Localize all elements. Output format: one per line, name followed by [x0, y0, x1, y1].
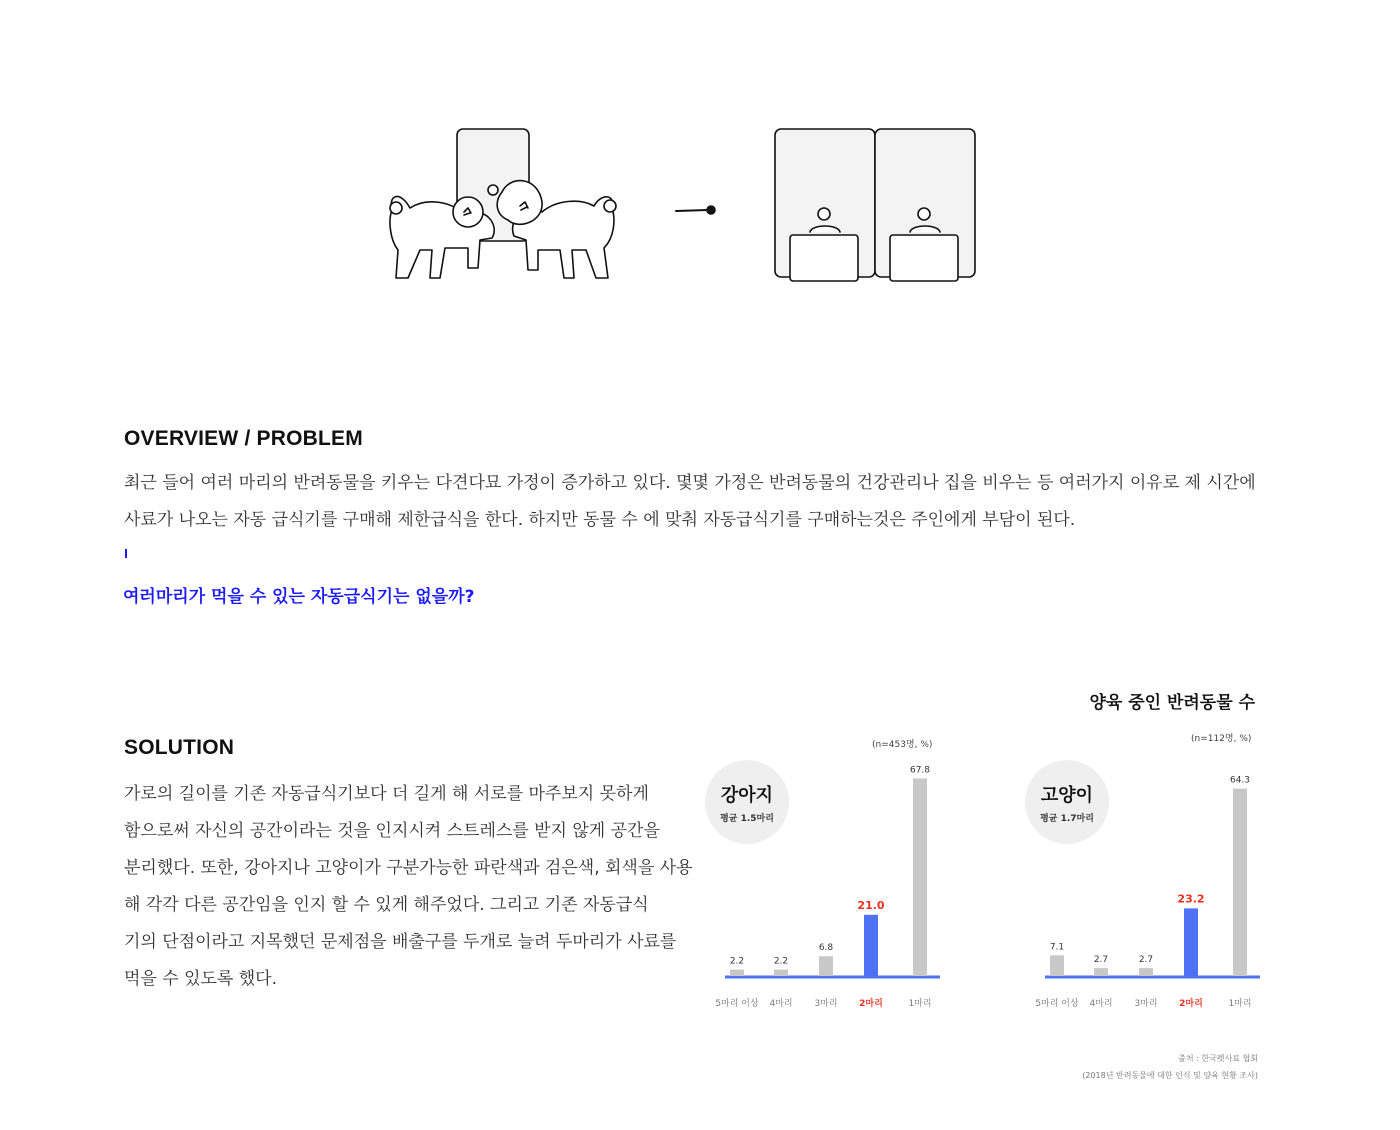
dog-bar-chart: [700, 750, 950, 1020]
overview-body: [124, 465, 1284, 539]
source-line-2: (2018년 반려동물에 대한 인식 및 양육 현황 조사): [1082, 1071, 1258, 1080]
dog-badge-label: 강아지: [720, 784, 774, 806]
dog-category-label-3: 3마리: [814, 999, 838, 1009]
dog-value-label-4: 21.0: [857, 898, 885, 912]
dog-value-label-2: 2.2: [773, 956, 789, 967]
cat-category-label-1: 5마리 이상: [1035, 999, 1079, 1009]
dog-value-label-5: 67.8: [909, 765, 931, 776]
cat-bar-chart: [1020, 750, 1270, 1020]
cat-badge-average: 평균 1.7마리: [1040, 813, 1094, 824]
solution-line-3: 분리했다. 또한, 강아지나 고양이가 구분가능한 파란색과 검은색, 회색을 사용: [124, 858, 693, 878]
dog-bar-4: [864, 915, 878, 976]
solution-heading: SOLUTION: [124, 736, 235, 759]
cat-value-label-4: 23.2: [1177, 892, 1205, 906]
dog-category-label-5: 1마리: [908, 999, 932, 1009]
cat-value-label-5: 64.3: [1229, 775, 1251, 786]
chart-section-title: 양육 중인 반려동물 수: [1089, 693, 1255, 713]
accent-marker: [125, 549, 127, 558]
cat-sample-note: (n=112명, %): [1191, 734, 1252, 744]
cat-category-label-4: 2마리: [1179, 999, 1203, 1009]
solution-body: [124, 776, 693, 998]
dog-bar-2: [774, 970, 788, 976]
cat-bar-3: [1139, 968, 1153, 976]
key-question: 여러마리가 먹을 수 있는 자동급식기는 없을까?: [123, 587, 475, 607]
solution-line-5: 기의 단점이라고 지목했던 문제점을 배출구를 두개로 늘려 두마리가 사료를: [124, 932, 677, 952]
dog-category-label-2: 4마리: [769, 999, 793, 1009]
dog-bar-1: [730, 970, 744, 976]
cat-category-label-3: 3마리: [1134, 999, 1158, 1009]
dog-value-label-3: 6.8: [818, 943, 834, 954]
solution-line-1: 가로의 길이를 기존 자동급식기보다 더 길게 해 서로를 마주보지 못하게: [124, 784, 649, 804]
solution-line-4: 해 각각 다른 공간임을 인지 할 수 있게 해주었다. 그리고 기존 자동급식: [124, 895, 649, 915]
dog-value-label-1: 2.2: [729, 956, 745, 967]
overview-line-2: 사료가 나오는 자동 급식기를 구매해 제한급식을 한다. 하지만 동물 수 에 맞춰 자동급식기를 구매하는것은 주인에게 부담이 된다.: [124, 510, 1076, 530]
solution-line-2: 함으로써 자신의 공간이라는 것을 인지시켜 스트레스를 받지 않게 공간을: [124, 821, 660, 841]
cat-category-label-5: 1마리: [1228, 999, 1252, 1009]
source-line-1: 출처 : 한국펫사료 협회: [1178, 1054, 1258, 1063]
overview-heading: OVERVIEW / PROBLEM: [124, 427, 363, 450]
overview-line-1: 최근 들어 여러 마리의 반려동물을 키우는 다견다묘 가정이 증가하고 있다. 몇몇 가정은 반려동물의 건강관리나 집을 비우는 등 여러가지 이유로 제 시간에: [124, 473, 1256, 493]
cat-bar-5: [1233, 789, 1247, 976]
cat-category-label-2: 4마리: [1089, 999, 1113, 1009]
dog-category-label-4: 2마리: [859, 999, 883, 1009]
cat-value-label-1: 7.1: [1049, 942, 1065, 953]
cat-bar-4: [1184, 908, 1198, 976]
dog-category-label-1: 5마리 이상: [715, 999, 759, 1009]
dog-sample-note: (n=453명, %): [872, 740, 933, 750]
dog-bar-3: [819, 956, 833, 976]
dog-badge-average: 평균 1.5마리: [720, 813, 774, 824]
cat-bar-1: [1050, 955, 1064, 976]
cat-value-label-2: 2.7: [1093, 955, 1109, 966]
cat-bar-2: [1094, 968, 1108, 976]
solution-line-6: 먹을 수 있도록 했다.: [124, 969, 277, 989]
dog-bar-5: [913, 778, 927, 976]
cat-badge-label: 고양이: [1040, 784, 1094, 806]
cat-value-label-3: 2.7: [1138, 955, 1154, 966]
feeder-illustration: [380, 120, 990, 290]
